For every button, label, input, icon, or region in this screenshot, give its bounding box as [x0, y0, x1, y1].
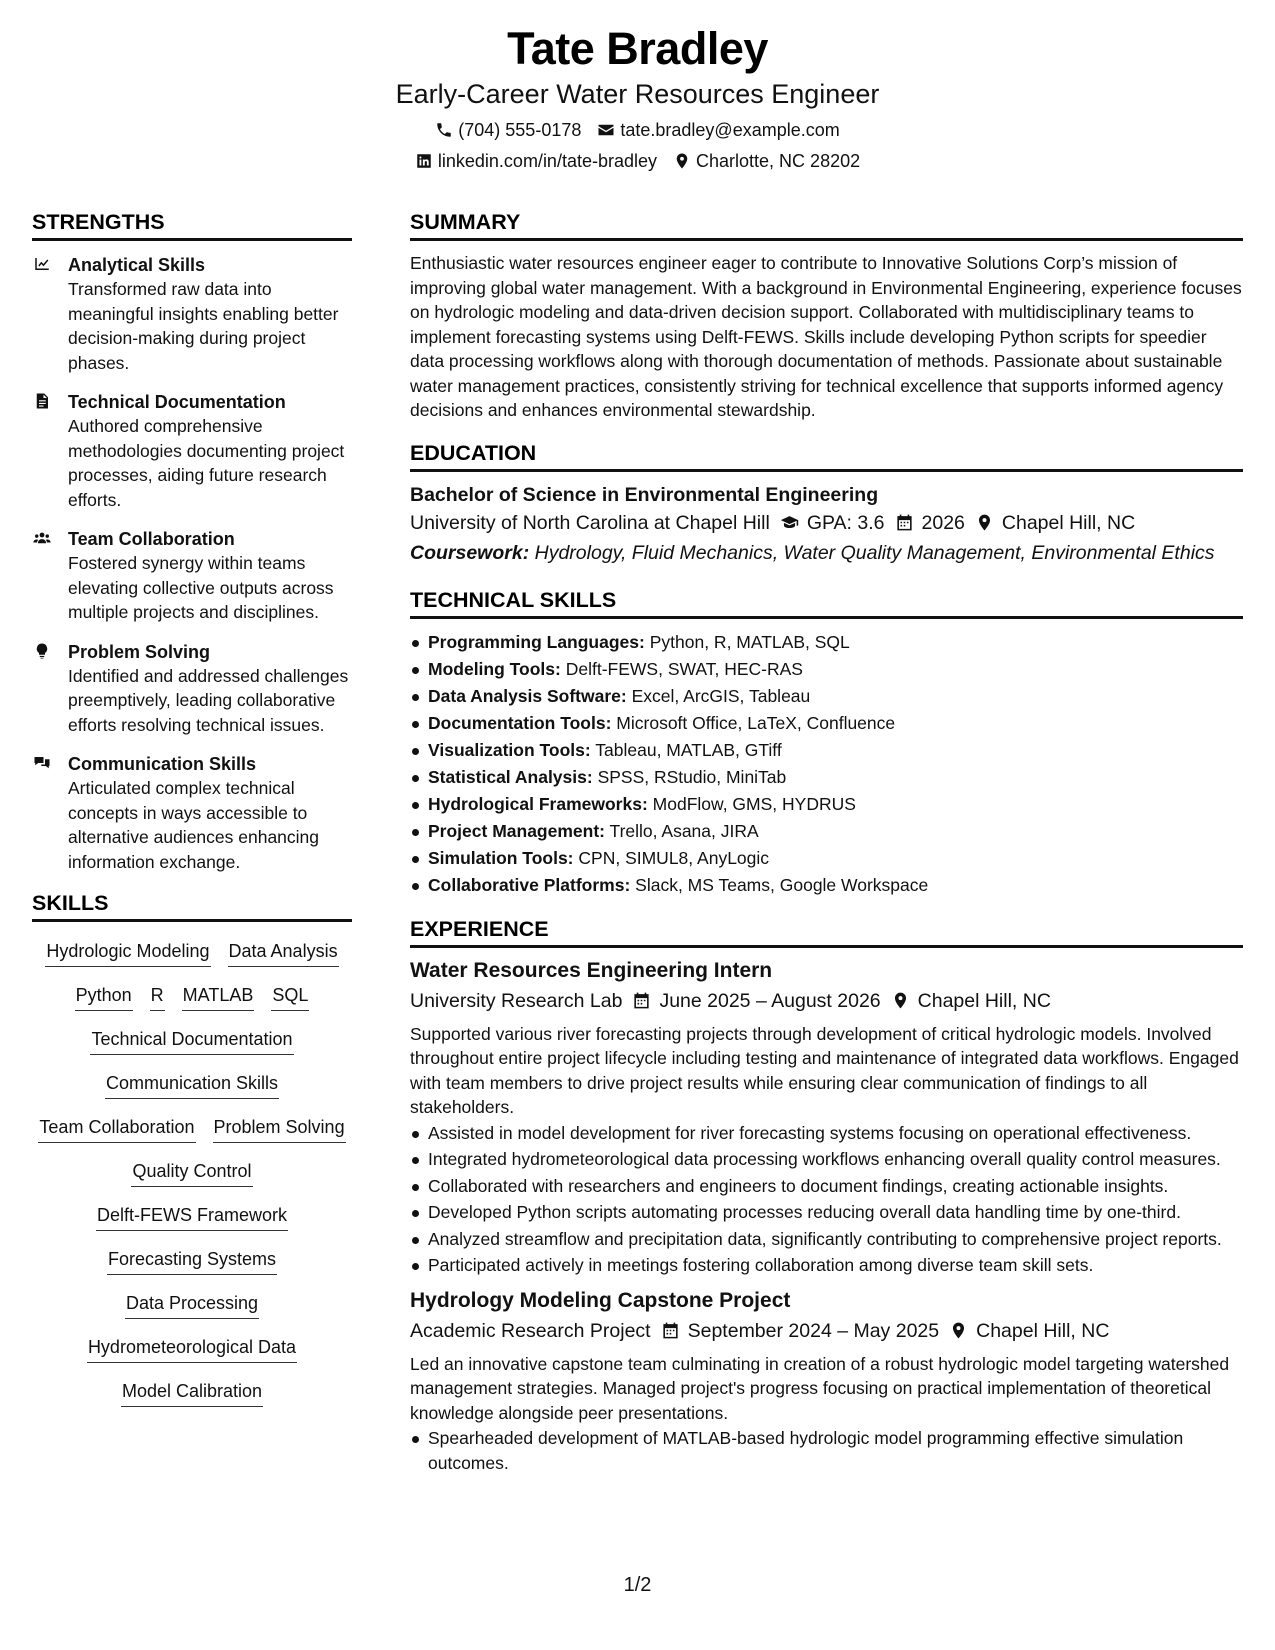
chart-line-icon: [32, 255, 52, 273]
left-column: [32, 208, 352, 1407]
skill-tag: Problem Solving: [213, 1114, 346, 1143]
degree-title: Bachelor of Science in Environmental Engineering: [410, 483, 879, 506]
skill-tag: Communication Skills: [105, 1070, 279, 1099]
school-name: University of North Carolina at Chapel Hill: [410, 511, 770, 534]
calendar-icon: [661, 1321, 680, 1340]
tech-skill-value: Microsoft Office, LaTeX, Confluence: [616, 712, 896, 733]
job-title: Hydrology Modeling Capstone Project: [410, 1288, 791, 1312]
resume-header: [0, 22, 1275, 172]
tech-skill-label: Simulation Tools:: [428, 847, 574, 868]
graduation-year: 2026: [921, 511, 965, 534]
map-pin-icon: [949, 1321, 968, 1340]
list-item: [410, 818, 1243, 845]
skill-tag: Model Calibration: [121, 1378, 263, 1407]
tech-skill-label: Statistical Analysis:: [428, 766, 593, 787]
strength-desc: Authored comprehensive methodologies documenting project processes, aiding future research efforts.: [68, 416, 345, 510]
skill-tag: MATLAB: [182, 982, 255, 1011]
technical-skills-heading: TECHNICAL SKILLS: [410, 586, 1243, 619]
skill-tag: Quality Control: [131, 1158, 252, 1187]
strength-desc: Transformed raw data into meaningful insights enabling better decision-making during project phases.: [68, 279, 339, 373]
education-heading: EDUCATION: [410, 439, 1243, 472]
candidate-name: Tate Bradley: [507, 23, 768, 74]
strength-desc: Fostered synergy within teams elevating collective outputs across multiple projects and disciplines.: [68, 553, 334, 622]
skill-tag: Data Processing: [125, 1290, 259, 1319]
list-item: [410, 683, 1243, 710]
tech-skill-label: Modeling Tools:: [428, 658, 561, 679]
tech-skill-label: Documentation Tools:: [428, 712, 612, 733]
linkedin-icon: [415, 152, 433, 170]
skill-tag: Delft-FEWS Framework: [96, 1202, 288, 1231]
tech-skill-value: SPSS, RStudio, MiniTab: [597, 766, 787, 787]
location-text: Charlotte, NC 28202: [696, 151, 861, 171]
list-item: [410, 791, 1243, 818]
coursework-label: Coursework:: [410, 541, 530, 564]
job-location: Chapel Hill, NC: [917, 989, 1051, 1012]
email-contact[interactable]: [597, 119, 839, 141]
job-dates: September 2024 – May 2025: [687, 1319, 940, 1342]
skill-tag: Technical Documentation: [90, 1026, 293, 1055]
job-dates: June 2025 – August 2026: [659, 989, 881, 1012]
gpa-text: GPA: 3.6: [806, 511, 885, 534]
job-entry: [410, 1286, 1243, 1476]
tech-skill-label: Visualization Tools:: [428, 739, 591, 760]
job-meta: [410, 986, 1243, 1016]
strength-desc: Articulated complex technical concepts in ways accessible to alternative audiences enhancing information exchange.: [68, 778, 320, 872]
candidate-title: Early-Career Water Resources Engineer: [395, 79, 880, 109]
strength-item: [32, 752, 352, 874]
email-text[interactable]: tate.bradley@example.com: [620, 120, 840, 140]
list-item: Assisted in model development for river forecasting systems focusing on operational effectiveness.: [410, 1121, 1243, 1146]
job-title: Water Resources Engineering Intern: [410, 958, 773, 982]
document-icon: [32, 392, 52, 410]
experience-heading: EXPERIENCE: [410, 915, 1243, 948]
list-item: [410, 872, 1243, 899]
skill-tag: Hydrologic Modeling: [45, 938, 210, 967]
contact-row-1: [0, 119, 1275, 141]
tech-skill-value: Tableau, MATLAB, GTiff: [595, 739, 782, 760]
list-item: [410, 737, 1243, 764]
list-item: Developed Python scripts automating processes reducing overall data handling time by one-third.: [410, 1200, 1243, 1225]
coursework-list: Hydrology, Fluid Mechanics, Water Quality Management, Environmental Ethics: [534, 541, 1215, 564]
job-meta: [410, 1316, 1243, 1346]
tech-skill-value: ModFlow, GMS, HYDRUS: [652, 793, 856, 814]
tech-skill-value: Slack, MS Teams, Google Workspace: [635, 874, 929, 895]
graduation-cap-icon: [780, 513, 799, 532]
list-item: [410, 845, 1243, 872]
strength-item: [32, 390, 352, 512]
calendar-icon: [895, 513, 914, 532]
summary-text: Enthusiastic water resources engineer eager to contribute to Innovative Solutions Corp’s mission of improving global water management. With a background in Environmental Engineering, experience focuses on hydrologic modeling and data-driven decision support. Collaborated with multidisciplinary teams to implement forecasting systems using Delft-FEWS. Skills include developing Python scripts for speedier data processing workflows along with thorough documentation of methods. Passionate about sustainable water management practices, consistently striving for technical excellence that supports informed agency decisions and enhances environmental stewardship.: [410, 253, 1242, 420]
list-item: [410, 656, 1243, 683]
skill-tag: Python: [75, 982, 133, 1011]
lightbulb-icon: [32, 642, 52, 660]
strength-title: Communication Skills: [68, 754, 257, 774]
phone-text: (704) 555-0178: [458, 120, 582, 140]
skill-tag: Forecasting Systems: [107, 1246, 277, 1275]
contact-row-2: [0, 150, 1275, 172]
technical-skills-list: [410, 629, 1243, 899]
list-item: Analyzed streamflow and precipitation data, significantly contributing to comprehensive project reports.: [410, 1227, 1243, 1252]
strengths-list: [32, 253, 352, 874]
envelope-icon: [597, 121, 615, 139]
tech-skill-label: Hydrological Frameworks:: [428, 793, 648, 814]
phone-icon: [435, 121, 453, 139]
list-item: Collaborated with researchers and engineers to document findings, creating actionable insights.: [410, 1174, 1243, 1199]
skill-tag: Data Analysis: [228, 938, 339, 967]
skill-tag: R: [150, 982, 165, 1011]
skill-tag: Team Collaboration: [38, 1114, 195, 1143]
strength-title: Team Collaboration: [68, 529, 235, 549]
job-bullets: [410, 1426, 1243, 1475]
tech-skill-value: CPN, SIMUL8, AnyLogic: [578, 847, 770, 868]
list-item: Integrated hydrometeorological data processing workflows enhancing overall quality control measures.: [410, 1147, 1243, 1172]
phone-contact: [435, 119, 581, 141]
coursework-line: [410, 538, 1243, 568]
users-icon: [32, 529, 52, 547]
strength-title: Technical Documentation: [68, 392, 286, 412]
tech-skill-label: Collaborative Platforms:: [428, 874, 631, 895]
list-item: [410, 710, 1243, 737]
list-item: [410, 764, 1243, 791]
tech-skill-label: Project Management:: [428, 820, 605, 841]
map-pin-icon: [975, 513, 994, 532]
strength-item: [32, 640, 352, 738]
strength-desc: Identified and addressed challenges preemptively, leading collaborative efforts resolving technical issues.: [68, 665, 349, 735]
tech-skill-label: Data Analysis Software:: [428, 685, 627, 706]
school-location: Chapel Hill, NC: [1001, 511, 1136, 534]
tech-skill-value: Trello, Asana, JIRA: [609, 820, 759, 841]
comments-icon: [32, 754, 52, 772]
education-meta: [410, 508, 1243, 538]
skill-tag: SQL: [271, 982, 309, 1011]
tech-skill-value: Excel, ArcGIS, Tableau: [631, 685, 811, 706]
calendar-icon: [632, 991, 651, 1010]
job-bullets: [410, 1121, 1243, 1278]
linkedin-contact[interactable]: [415, 150, 657, 172]
page-number: 1/2: [623, 1574, 652, 1596]
list-item: Spearheaded development of MATLAB-based hydrologic model programming effective simulation outcomes.: [410, 1426, 1243, 1475]
list-item: Participated actively in meetings fostering collaboration among diverse team skill sets.: [410, 1253, 1243, 1278]
strength-title: Problem Solving: [68, 641, 211, 662]
skill-tags: [32, 932, 352, 1407]
tech-skill-value: Python, R, MATLAB, SQL: [649, 631, 850, 652]
location-contact: [673, 150, 860, 172]
list-item: [410, 629, 1243, 656]
map-pin-icon: [673, 152, 691, 170]
strength-item: [32, 527, 352, 625]
job-org: Academic Research Project: [410, 1319, 651, 1342]
skill-tag: Hydrometeorological Data: [87, 1334, 297, 1363]
tech-skill-value: Delft-FEWS, SWAT, HEC-RAS: [565, 658, 803, 679]
map-pin-icon: [891, 991, 910, 1010]
job-description: Supported various river forecasting projects through development of critical hydrologic models. Involved throughout entire project lifecycle including testing and maintenance of integrated data workflows. Engaged with team members to drive project results while ensuring clear communication of findings to all stakeholders.: [410, 1023, 1239, 1117]
strengths-heading: STRENGTHS: [32, 208, 352, 241]
right-column: [410, 208, 1243, 1477]
summary-heading: SUMMARY: [410, 208, 1243, 241]
job-location: Chapel Hill, NC: [976, 1319, 1110, 1342]
job-org: University Research Lab: [410, 989, 623, 1012]
skills-heading: SKILLS: [32, 889, 352, 922]
linkedin-text[interactable]: linkedin.com/in/tate-bradley: [437, 151, 658, 171]
job-entry: [410, 956, 1243, 1278]
tech-skill-label: Programming Languages:: [428, 631, 645, 652]
job-description: Led an innovative capstone team culminating in creation of a robust hydrologic model targeting watershed management strategies. Managed project's progress focusing on practical implementation of theoretical knowledge alongside peer presentations.: [410, 1353, 1230, 1423]
strength-title: Analytical Skills: [68, 255, 206, 275]
strength-item: [32, 253, 352, 375]
